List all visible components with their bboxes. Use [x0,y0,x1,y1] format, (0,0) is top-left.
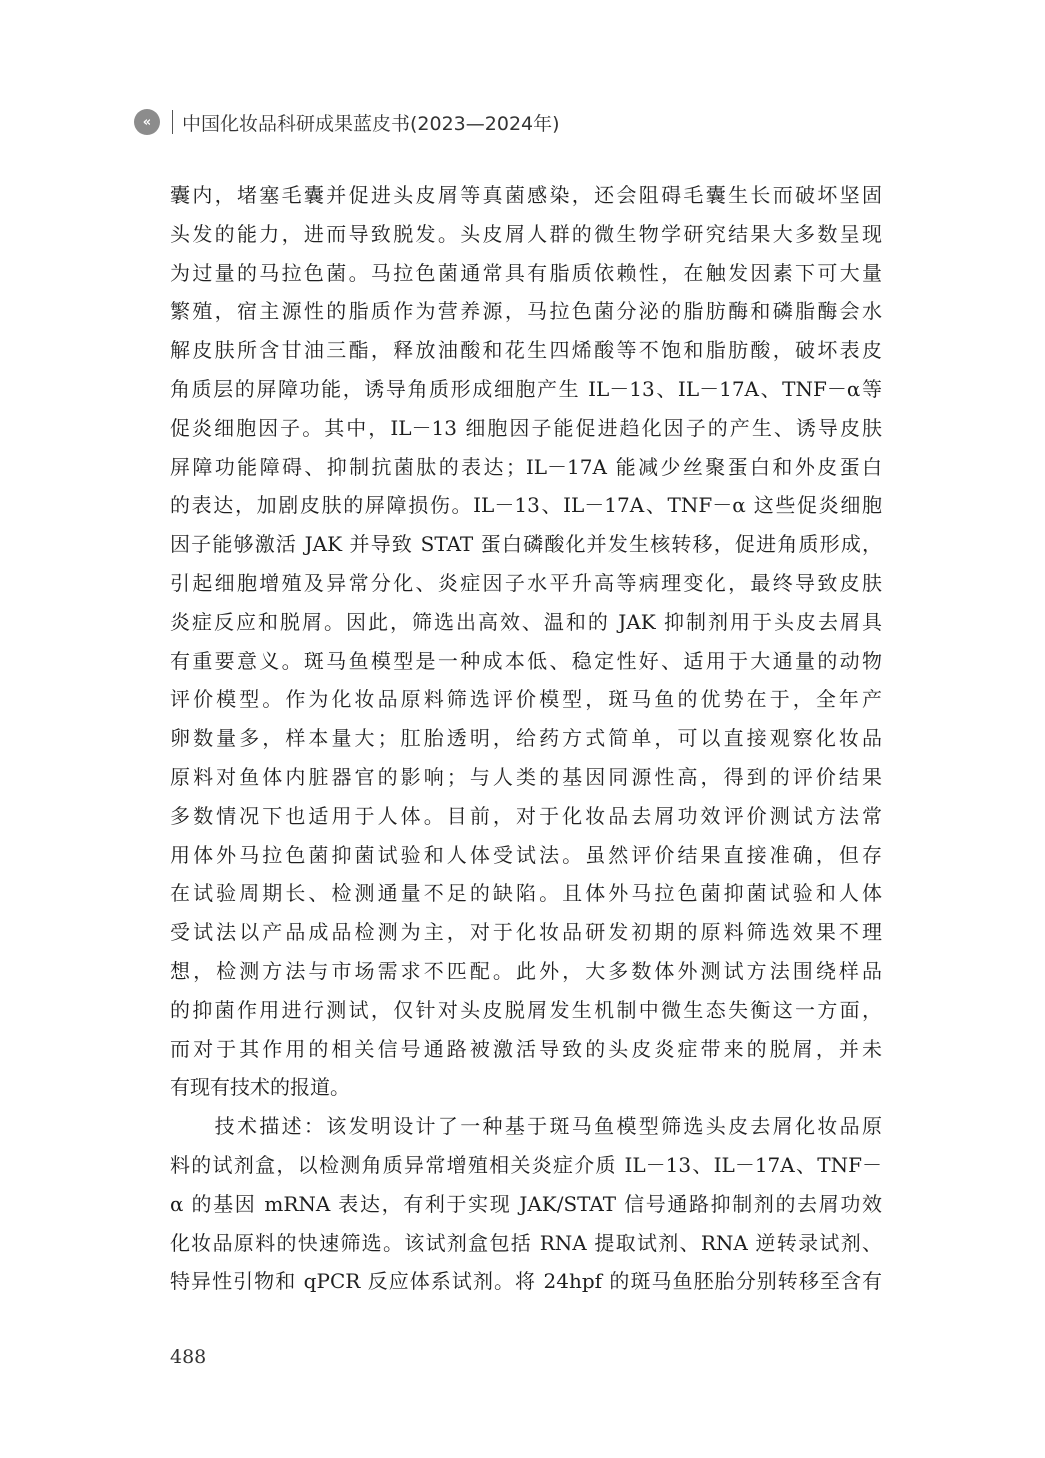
body-text [170,176,882,1301]
text-line: 用体外马拉色菌抑菌试验和人体受试法。虽然评价结果直接准确，但存 [170,842,882,867]
text-line: 炎症反应和脱屑。因此，筛选出高效、温和的 JAK 抑制剂用于头皮去屑具 [170,609,882,634]
text-line: 有重要意义。斑马鱼模型是一种成本低、稳定性好、适用于大通量的动物 [170,648,882,673]
text-line: 解皮肤所含甘油三酯，释放油酸和花生四烯酸等不饱和脂肪酸，破坏表皮 [170,338,882,363]
text-line: 特异性引物和 qPCR 反应体系试剂。将 24hpf 的斑马鱼胚胎分别转移至含有 [170,1269,882,1294]
text-line: 繁殖，宿主源性的脂质作为营养源，马拉色菌分泌的脂肪酶和磷脂酶会水 [170,299,882,324]
text-line: 料的试剂盒，以检测角质异常增殖相关炎症介质 IL－13、IL－17A、TNF－ [170,1152,882,1177]
text-line: 因子能够激活 JAK 并导致 STAT 蛋白磷酸化并发生核转移，促进角质形成， [170,532,882,557]
text-line: 角质层的屏障功能，诱导角质形成细胞产生 IL－13、IL－17A、TNF－α等 [170,376,882,401]
text-line: 的抑菌作用进行测试，仅针对头皮脱屑发生机制中微生态失衡这一方面， [170,997,882,1022]
text-line: 化妆品原料的快速筛选。该试剂盒包括 RNA 提取试剂、RNA 逆转录试剂、 [170,1230,882,1255]
text-line: 而对于其作用的相关信号通路被激活导致的头皮炎症带来的脱屑，并未 [170,1036,882,1061]
text-line: 原料对鱼体内脏器官的影响；与人类的基因同源性高，得到的评价结果 [170,764,882,789]
text-line: 囊内，堵塞毛囊并促进头皮屑等真菌感染，还会阻碍毛囊生长而破坏坚固 [170,183,882,207]
text-line: 屏障功能障碍、抑制抗菌肽的表达；IL－17A 能减少丝聚蛋白和外皮蛋白 [170,454,882,479]
page-number: 488 [170,1346,207,1368]
header-divider [172,110,173,134]
text-line: 在试验周期长、检测通量不足的缺陷。且体外马拉色菌抑菌试验和人体 [170,881,882,906]
text-line: 促炎细胞因子。其中，IL－13 细胞因子能促进趋化因子的产生、诱导皮肤 [170,415,882,440]
paragraph-last-line: 有现有技术的报道。 [170,1075,350,1100]
text-line: α 的基因 mRNA 表达，有利于实现 JAK/STAT 信号通路抑制剂的去屑功效 [170,1191,882,1216]
text-line: 为过量的马拉色菌。马拉色菌通常具有脂质依赖性，在触发因素下可大量 [170,260,882,285]
book-series-logo-icon: « [134,109,160,135]
text-line: 引起细胞增殖及异常分化、炎症因子水平升高等病理变化，最终导致皮肤 [170,570,882,595]
text-line: 技术描述：该发明设计了一种基于斑马鱼模型筛选头皮去屑化妆品原 [170,1114,882,1139]
text-line: 多数情况下也适用于人体。目前，对于化妆品去屑功效评价测试方法常 [170,803,882,828]
text-line: 卵数量多，样本量大；肛胎透明，给药方式简单，可以直接观察化妆品 [170,726,882,751]
running-header [134,106,560,138]
text-line: 的表达，加剧皮肤的屏障损伤。IL－13、IL－17A、TNF－α 这些促炎细胞 [170,493,882,518]
text-line: 评价模型。作为化妆品原料筛选评价模型，斑马鱼的优势在于，全年产 [170,687,882,712]
text-line: 受试法以产品成品检测为主，对于化妆品研发初期的原料筛选效果不理 [170,920,882,945]
book-title: 中国化妆品科研成果蓝皮书(2023—2024年) [182,112,560,135]
text-line: 头发的能力，进而导致脱发。头皮屑人群的微生物学研究结果大多数呈现 [170,221,882,246]
text-line: 想，检测方法与市场需求不匹配。此外，大多数体外测试方法围绕样品 [170,958,882,983]
